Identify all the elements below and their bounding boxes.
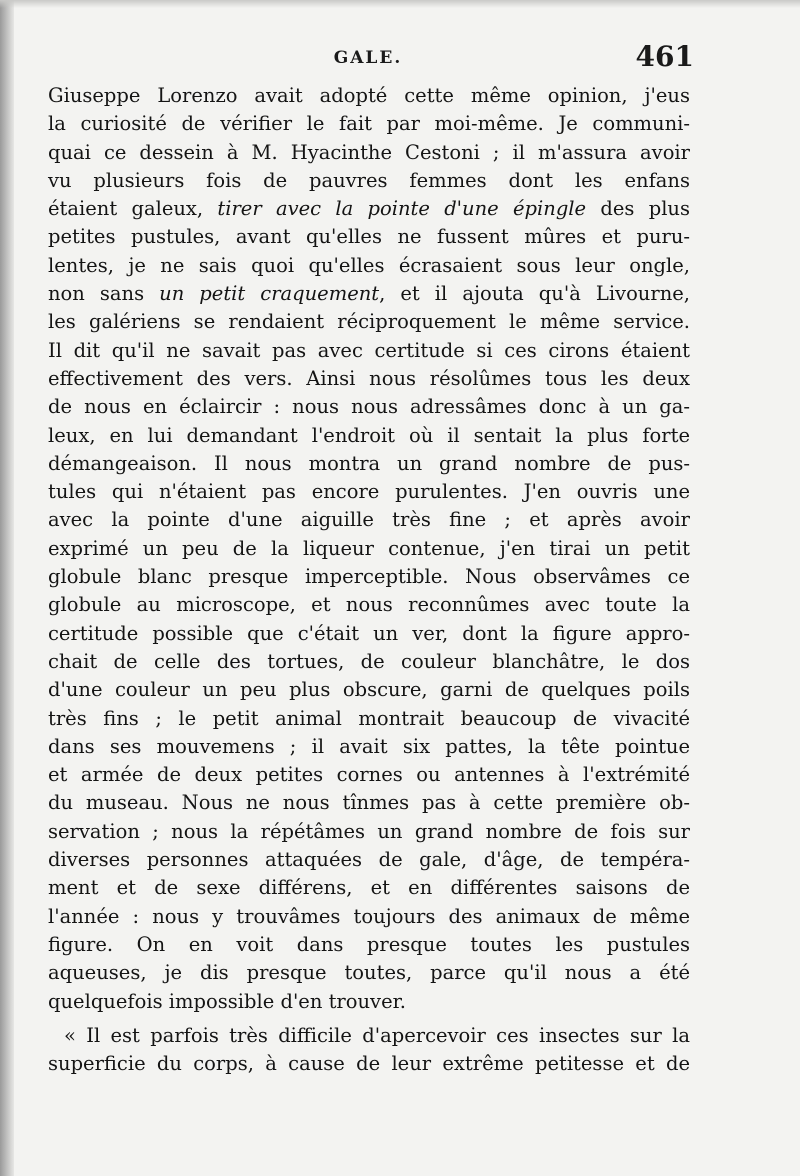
text-segment: d'une couleur un peu plus obscure, garni de quelques poils <box>48 678 690 702</box>
text-segment: globule blanc presque imperceptible. Nous observâmes ce <box>48 565 690 589</box>
text-segment: ment et de sexe différens, et en différentes saisons de <box>48 876 690 900</box>
text-segment: globule au microscope, et nous reconnûmes avec toute la <box>48 593 690 617</box>
text-line <box>48 280 690 308</box>
text-line <box>48 648 690 676</box>
text-line <box>48 450 690 478</box>
text-line <box>48 733 690 761</box>
text-segment: superficie du corps, à cause de leur extrême petitesse et de <box>48 1052 690 1076</box>
text-segment: très fins ; le petit animal montrait beaucoup de vivacité <box>48 706 690 730</box>
text-segment: « Il est parfois très difficile d'apercevoir ces insectes sur la <box>64 1023 690 1047</box>
text-line <box>48 422 690 450</box>
italic-text: un petit craquement <box>159 282 380 306</box>
text-segment: quelquefois impossible d'en trouver. <box>48 989 406 1013</box>
page-header <box>48 40 694 74</box>
text-line <box>48 818 690 846</box>
text-line <box>48 789 690 817</box>
text-segment: et armée de deux petites cornes ou antennes à l'extrémité <box>48 763 690 787</box>
text-segment: non sans <box>48 282 160 306</box>
italic-text: tirer avec la pointe d'une épingle <box>217 197 587 221</box>
text-line <box>48 337 690 365</box>
text-line <box>48 365 690 393</box>
text-line <box>48 82 690 110</box>
text-line <box>48 1022 690 1050</box>
text-segment: du museau. Nous ne nous tînmes pas à cette première ob- <box>48 791 690 815</box>
text-segment: vu plusieurs fois de pauvres femmes dont les enfans <box>48 168 690 192</box>
text-segment: petites pustules, avant qu'elles ne fussent mûres et puru- <box>48 225 690 249</box>
text-line <box>48 931 690 959</box>
text-segment: l'année : nous y trouvâmes toujours des animaux de même <box>48 904 690 928</box>
text-line <box>48 959 690 987</box>
text-line <box>48 676 690 704</box>
page-number: 461 <box>635 40 694 73</box>
body-text <box>48 82 690 1078</box>
text-segment: certitude possible que c'était un ver, dont la figure appro- <box>48 621 690 645</box>
text-segment: Giuseppe Lorenzo avait adopté cette même opinion, j'eus <box>48 84 690 107</box>
text-line <box>48 846 690 874</box>
text-segment: dans ses mouvemens ; il avait six pattes, la tête pointue <box>48 734 690 758</box>
text-line <box>48 139 690 167</box>
text-segment: tules qui n'étaient pas encore purulentes. J'en ouvris une <box>48 480 690 504</box>
text-line <box>48 761 690 789</box>
text-segment: la curiosité de vérifier le fait par moi-même. Je communi- <box>48 112 690 136</box>
text-line <box>48 903 690 931</box>
text-segment: Il dit qu'il ne savait pas avec certitude si ces cirons étaient <box>48 338 690 362</box>
text-segment: lentes, je ne sais quoi qu'elles écrasaient sous leur ongle, <box>48 253 690 277</box>
text-segment: des plus <box>586 197 691 221</box>
text-segment: diverses personnes attaquées de gale, d'âge, de tempéra- <box>48 848 690 872</box>
text-line <box>48 620 690 648</box>
text-segment: chait de celle des tortues, de couleur blanchâtre, le dos <box>48 649 690 673</box>
text-segment: effectivement des vers. Ainsi nous résolûmes tous les deux <box>48 366 690 390</box>
text-line <box>48 705 690 733</box>
text-line <box>48 110 690 138</box>
text-segment: servation ; nous la répétâmes un grand nombre de fois sur <box>48 819 690 843</box>
text-line <box>48 478 690 506</box>
text-line <box>48 535 690 563</box>
text-line <box>48 1050 690 1078</box>
text-line <box>48 393 690 421</box>
text-line <box>48 988 690 1016</box>
text-segment: exprimé un peu de la liqueur contenue, j'en tirai un petit <box>48 536 690 560</box>
text-segment: quai ce dessein à M. Hyacinthe Cestoni ; il m'assura avoir <box>48 140 690 164</box>
text-segment: , et il ajouta qu'à Livourne, <box>379 282 690 306</box>
text-segment: étaient galeux, <box>48 197 218 221</box>
text-segment: aqueuses, je dis presque toutes, parce qu'il nous a été <box>48 961 690 985</box>
text-segment: avec la pointe d'une aiguille très fine ; et après avoir <box>48 508 690 532</box>
text-line <box>48 506 690 534</box>
text-line <box>48 252 690 280</box>
text-line <box>48 308 690 336</box>
running-head: GALE. <box>333 48 403 68</box>
text-line <box>48 591 690 619</box>
text-line <box>48 195 690 223</box>
text-line <box>48 167 690 195</box>
text-line <box>48 563 690 591</box>
text-line <box>48 223 690 251</box>
text-line <box>48 874 690 902</box>
text-segment: démangeaison. Il nous montra un grand nombre de pus- <box>48 451 690 475</box>
text-segment: de nous en éclaircir : nous nous adressâmes donc à un ga- <box>48 395 690 419</box>
text-segment: leux, en lui demandant l'endroit où il sentait la plus forte <box>48 423 690 447</box>
text-segment: les galériens se rendaient réciproquement le même service. <box>48 310 690 334</box>
text-segment: figure. On en voit dans presque toutes les pustules <box>48 932 690 956</box>
